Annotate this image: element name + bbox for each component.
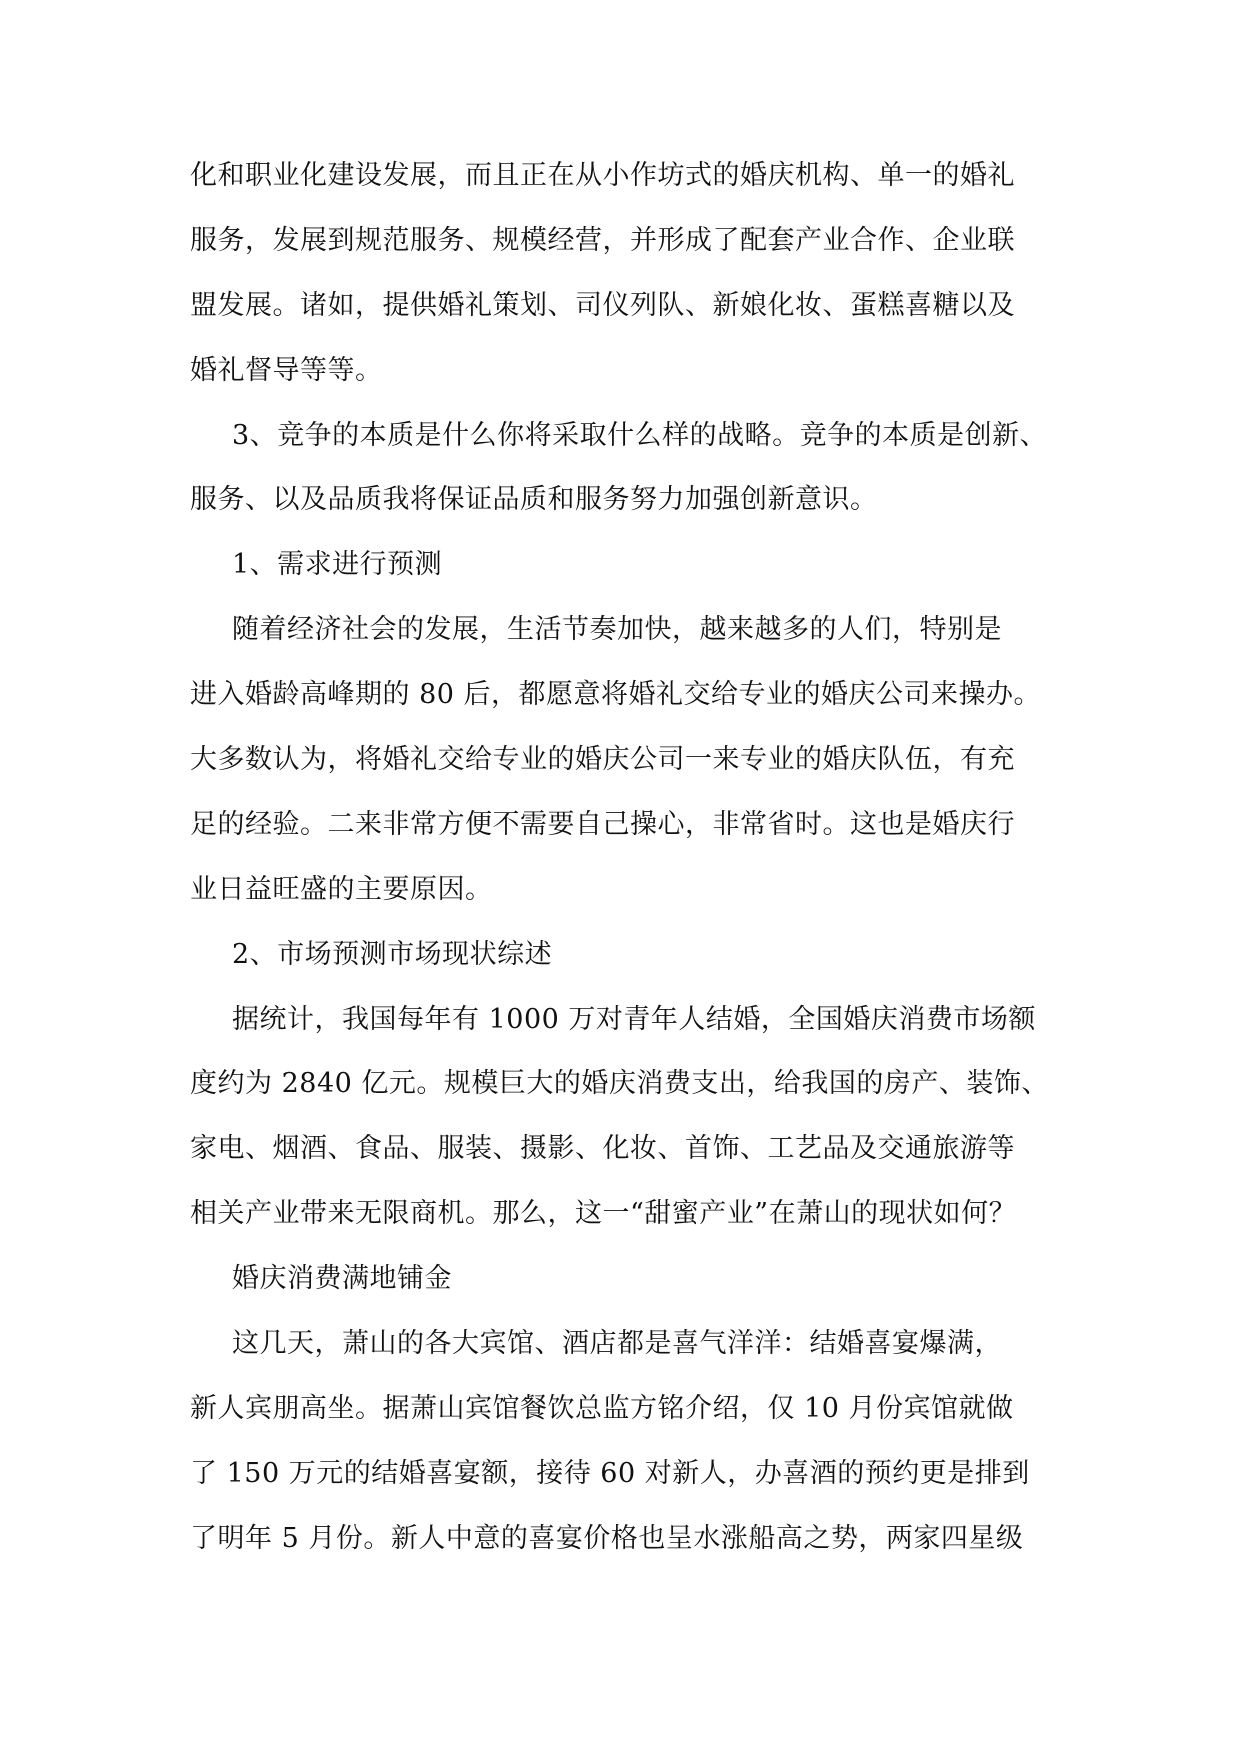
- document-body: [190, 156, 1090, 1584]
- text-line: 盟发展。诸如，提供婚礼策划、司仪列队、新娘化妆、蛋糕喜糖以及: [190, 289, 1015, 321]
- text-line: 了明年 5 月份。新人中意的喜宴价格也呈水涨船高之势，两家四星级: [190, 1522, 1024, 1554]
- text-line: 足的经验。二来非常方便不需要自己操心，非常省时。这也是婚庆行: [190, 808, 1015, 840]
- text-line: 2、市场预测市场现状综述: [232, 938, 553, 970]
- text-line: 随着经济社会的发展，生活节奏加快，越来越多的人们，特别是: [232, 614, 1002, 646]
- text-line: 业日益旺盛的主要原因。: [190, 873, 493, 905]
- text-line: 化和职业化建设发展，而且正在从小作坊式的婚庆机构、单一的婚礼: [190, 160, 1015, 191]
- text-line: 3、竞争的本质是什么你将采取什么样的战略。竞争的本质是创新、: [232, 419, 1048, 451]
- text-line: 家电、烟酒、食品、服装、摄影、化妆、首饰、工艺品及交通旅游等: [190, 1133, 1015, 1165]
- text-line: 了 150 万元的结婚喜宴额，接待 60 对新人，办喜酒的预约更是排到: [190, 1457, 1030, 1489]
- text-line: 婚礼督导等等。: [190, 354, 383, 386]
- text-line: 服务、以及品质我将保证品质和服务努力加强创新意识。: [190, 484, 878, 516]
- text-line: 进入婚龄高峰期的 80 后，都愿意将婚礼交给专业的婚庆公司来操办。: [190, 679, 1042, 711]
- text-line: 大多数认为，将婚礼交给专业的婚庆公司一来专业的婚庆队伍，有充: [190, 744, 1015, 776]
- text-line: 据统计，我国每年有 1000 万对青年人结婚，全国婚庆消费市场额: [232, 1003, 1036, 1035]
- text-line: 度约为 2840 亿元。规模巨大的婚庆消费支出，给我国的房产、装饰、: [190, 1068, 1049, 1100]
- text-line: 新人宾朋高坐。据萧山宾馆餐饮总监方铭介绍，仅 10 月份宾馆就做: [190, 1392, 1014, 1424]
- text-line: 相关产业带来无限商机。那么，这一“甜蜜产业”在萧山的现状如何？: [190, 1198, 1017, 1230]
- text-line: 1、需求进行预测: [232, 549, 443, 581]
- text-line: 这几天，萧山的各大宾馆、酒店都是喜气洋洋：结婚喜宴爆满，: [232, 1328, 1002, 1360]
- text-line: 婚庆消费满地铺金: [232, 1263, 452, 1295]
- text-line: 服务，发展到规范服务、规模经营，并形成了配套产业合作、企业联: [190, 224, 1015, 256]
